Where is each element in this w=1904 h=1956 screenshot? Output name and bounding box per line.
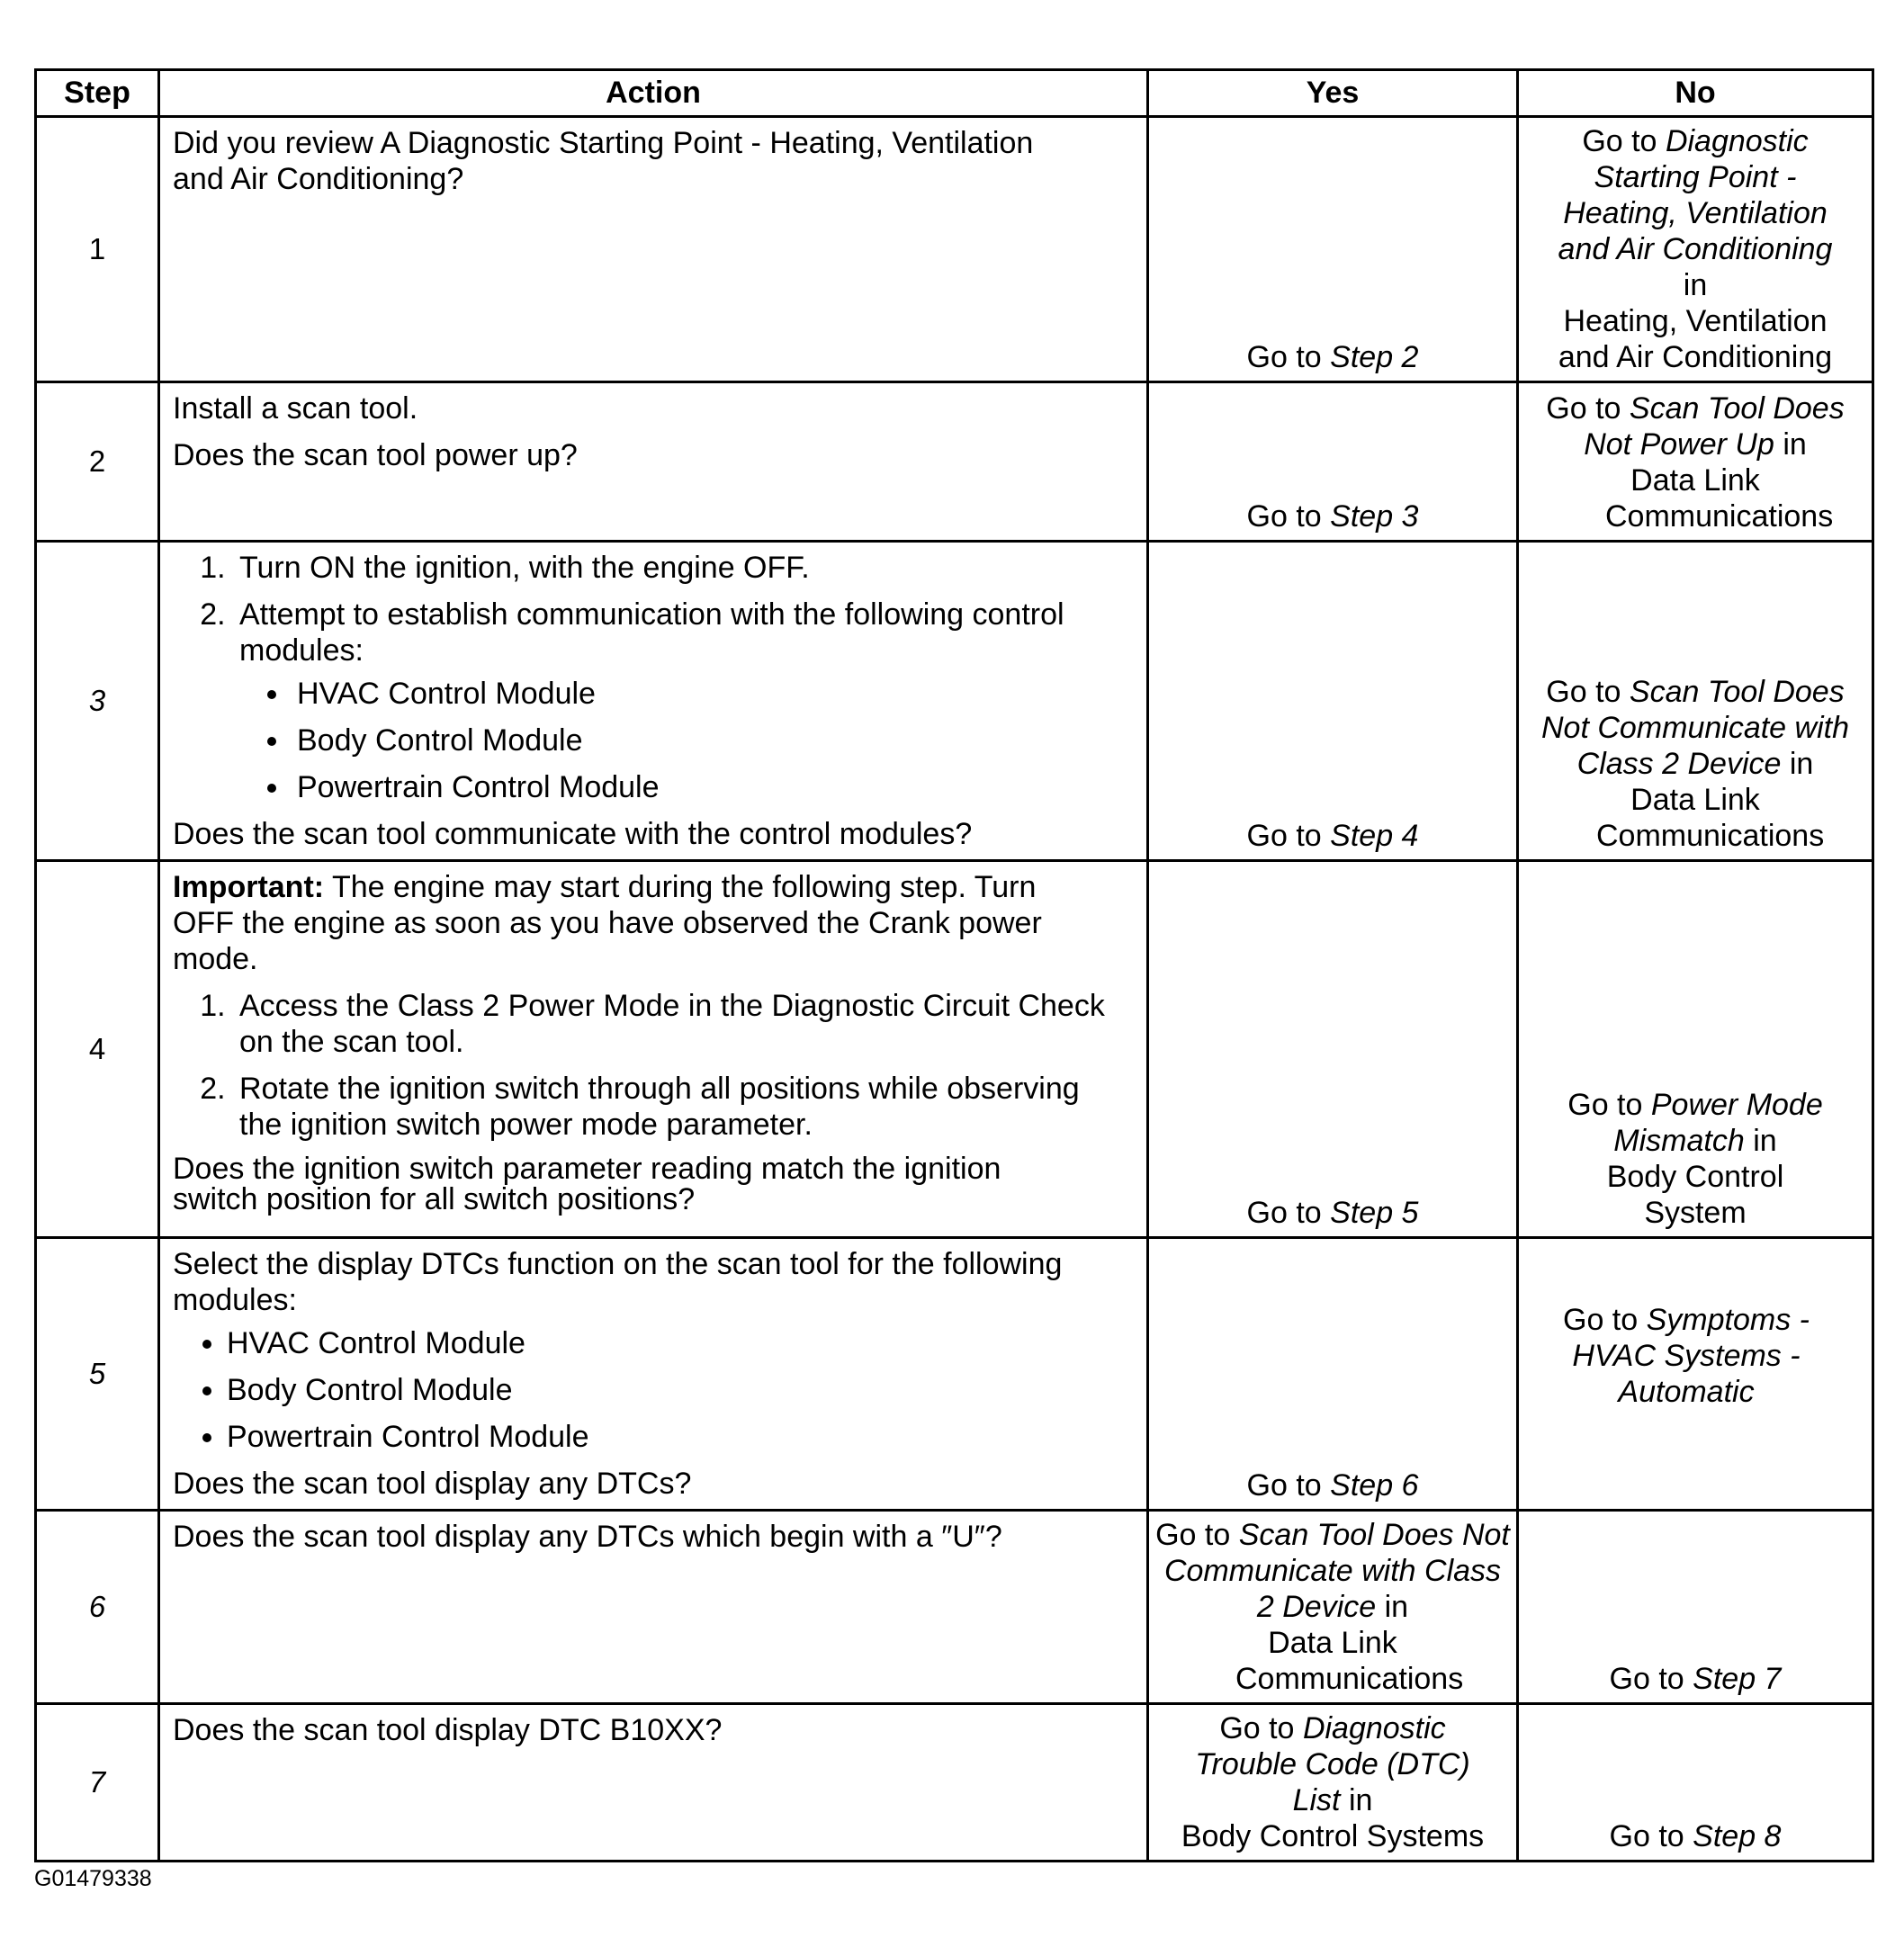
table-row [36,1704,1873,1862]
header-row [36,70,1873,117]
no-cell [1518,382,1873,542]
no-cell [1518,117,1873,382]
no-prefix: Go to [1582,124,1657,158]
action-question: Does the scan tool display any DTCs? [173,1467,692,1501]
action-cell [159,117,1148,382]
yes-step-link[interactable]: Step 2 [1330,340,1419,374]
action-cell [159,1511,1148,1704]
yes-suffix: in [1384,1590,1409,1624]
no-cell [1518,1704,1873,1862]
yes-cell [1148,1511,1518,1704]
figure-id: G01479338 [34,1866,152,1891]
no-cell [1518,542,1873,861]
no-suffix: in [1683,268,1708,302]
header-no: No [1518,70,1873,117]
module-item: • Body Control Module [227,1372,1134,1408]
yes-ref-link[interactable]: Scan Tool Does Not Communicate with Class 2 Device [1163,1518,1510,1624]
no-step-link[interactable]: Step 7 [1693,1662,1782,1696]
yes-step-link[interactable]: Step 3 [1330,499,1419,534]
header-action: Action [159,70,1148,117]
yes-prefix: Go to [1246,499,1322,534]
yes-prefix: Go to [1246,340,1322,374]
yes-ref-link[interactable]: Diagnostic Trouble Code (DTC) List [1195,1711,1470,1817]
procedure-step: 1. Turn ON the ignition, with the engine OFF. [234,550,1134,586]
no-section: Body Control System [1606,1160,1784,1230]
action-cell [159,542,1148,861]
module-item: • HVAC Control Module [292,676,1134,712]
diagnostic-table [34,68,1874,1862]
module-item: • Powertrain Control Module [227,1419,1134,1455]
table-row [36,861,1873,1238]
yes-prefix: Go to [1219,1711,1295,1745]
yes-prefix: Go to [1155,1518,1231,1552]
header-step: Step [36,70,159,117]
table-row [36,542,1873,861]
important-note [173,869,1100,977]
procedure-step [234,597,1134,805]
no-prefix: Go to [1609,1819,1684,1853]
action-text: Does the scan tool display DTC B10XX? [173,1713,723,1747]
yes-section: Data Link Communications [1235,1626,1464,1696]
yes-step-link[interactable]: Step 5 [1330,1196,1419,1230]
yes-step-link[interactable]: Step 6 [1330,1468,1419,1503]
module-list [239,676,1134,805]
no-suffix: in [1789,747,1814,781]
module-item: • Body Control Module [292,722,1134,758]
no-prefix: Go to [1546,391,1621,426]
header-yes: Yes [1148,70,1518,117]
no-cell [1518,1238,1873,1511]
action-text: Did you review A Diagnostic Starting Point - Heating, Ventilation and Air Conditioning? [173,126,1034,196]
yes-section: Body Control Systems [1181,1819,1485,1853]
no-section: Data Link Communications [1605,463,1834,534]
yes-cell [1148,117,1518,382]
action-cell [159,861,1148,1238]
no-ref-link[interactable]: Power Mode Mismatch [1613,1088,1823,1158]
step-number: 7 [36,1704,159,1862]
yes-prefix: Go to [1246,1196,1322,1230]
action-text: Select the display DTCs function on the scan tool for the following modules: [173,1247,1063,1317]
important-label: Important: [173,870,325,904]
step-number: 2 [36,382,159,542]
yes-cell [1148,861,1518,1238]
action-text: Install a scan tool. [173,391,418,426]
no-prefix: Go to [1609,1662,1684,1696]
no-prefix: Go to [1563,1303,1639,1337]
no-suffix: in [1783,427,1807,462]
no-ref-link[interactable]: Symptoms - HVAC Systems - Automatic [1572,1303,1810,1409]
yes-prefix: Go to [1246,1468,1322,1503]
action-question: Does the ignition switch parameter reading match the ignition switch position for all switch positions? [173,1152,1001,1216]
table-row [36,382,1873,542]
module-item: • HVAC Control Module [227,1325,1134,1361]
yes-cell [1148,1704,1518,1862]
procedure-step-text: Attempt to establish communication with the following control modules: [239,597,1064,668]
important-text: The engine may start during the following step. Turn OFF the engine as soon as you have observed the Crank power mode. [173,870,1042,976]
action-question: Does the scan tool communicate with the control modules? [173,817,973,851]
no-cell [1518,861,1873,1238]
action-text: Does the scan tool display any DTCs which begin with a ″U″? [173,1520,1002,1554]
yes-step-link[interactable]: Step 4 [1330,819,1419,853]
action-cell [159,382,1148,542]
yes-cell [1148,542,1518,861]
step-number: 6 [36,1511,159,1704]
yes-prefix: Go to [1246,819,1322,853]
module-list [173,1325,1134,1455]
table-row [36,1511,1873,1704]
table-row [36,117,1873,382]
no-prefix: Go to [1546,675,1621,709]
no-ref-link[interactable]: Scan Tool Does Not Power Up [1584,391,1845,462]
action-cell [159,1238,1148,1511]
procedure-step: 2. Rotate the ignition switch through all positions while observing the ignition switch power mode parameter. [234,1071,1116,1143]
procedure-list [173,550,1134,805]
no-step-link[interactable]: Step 8 [1693,1819,1782,1853]
action-question: Does the scan tool power up? [173,438,578,472]
yes-suffix: in [1348,1783,1373,1817]
yes-cell [1148,1238,1518,1511]
no-ref-link[interactable]: Scan Tool Does Not Communicate with Class 2 Device [1540,675,1849,781]
no-ref-link[interactable]: Diagnostic Starting Point - Heating, Ventilation and Air Conditioning [1558,124,1833,266]
no-cell [1518,1511,1873,1704]
step-number: 5 [36,1238,159,1511]
step-number: 3 [36,542,159,861]
table-row [36,1238,1873,1511]
yes-cell [1148,382,1518,542]
step-number: 1 [36,117,159,382]
no-section: Heating, Ventilation and Air Conditioning [1558,304,1833,374]
no-suffix: in [1753,1124,1777,1158]
procedure-list [173,988,1116,1143]
action-cell [159,1704,1148,1862]
module-item: • Powertrain Control Module [292,769,1134,805]
step-number: 4 [36,861,159,1238]
procedure-step: 1. Access the Class 2 Power Mode in the Diagnostic Circuit Check on the scan tool. [234,988,1116,1060]
no-section: Data Link Communications [1596,783,1825,853]
no-prefix: Go to [1567,1088,1643,1122]
